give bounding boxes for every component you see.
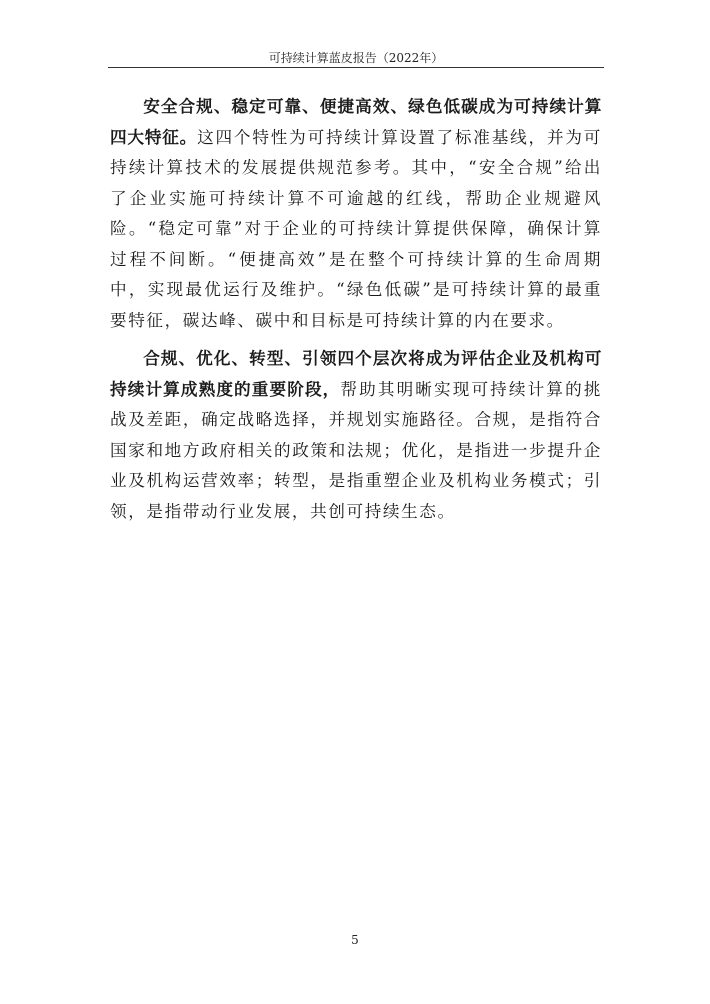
- paragraph-lead-maturity: 合规、优化、转型、引领四个层次将成为评估企业及机构可持续计算成熟度的重要阶段，: [110, 349, 602, 399]
- header-rule: [108, 67, 604, 68]
- paragraph-lead-features: 安全合规、稳定可靠、便捷高效、绿色低碳成为可持续计算四大特征。: [110, 97, 602, 147]
- page-number: 5: [351, 933, 359, 947]
- paragraph-sustainability-features: [110, 92, 602, 336]
- paragraph-text-maturity: 帮助其明晰实现可持续计算的挑战及差距，确定战略选择，并规划实施路径。合规，是指符合国家和地方政府相关的政策和法规；优化，是指进一步提升企业及机构运营效率；转型，是指重塑企业及机构业务模式；引领，是指带动行业发展，共创可持续生态。: [110, 379, 602, 521]
- paragraph-text-features: 这四个特性为可持续计算设置了标准基线，并为可持续计算技术的发展提供规范参考。其中，“安全合规”给出了企业实施可持续计算不可逾越的红线，帮助企业规避风险。“稳定可靠”对于企业的可持续计算提供保障，确保计算过程不间断。“便捷高效”是在整个可持续计算的生命周期中，实现最优运行及维护。“绿色低碳”是可持续计算的最重要特征，碳达峰、碳中和目标是可持续计算的内在要求。: [110, 127, 602, 330]
- paragraph-maturity-stages: [110, 344, 602, 527]
- running-header: 可持续计算蓝皮报告（2022年）: [268, 51, 444, 65]
- document-body: [110, 92, 602, 527]
